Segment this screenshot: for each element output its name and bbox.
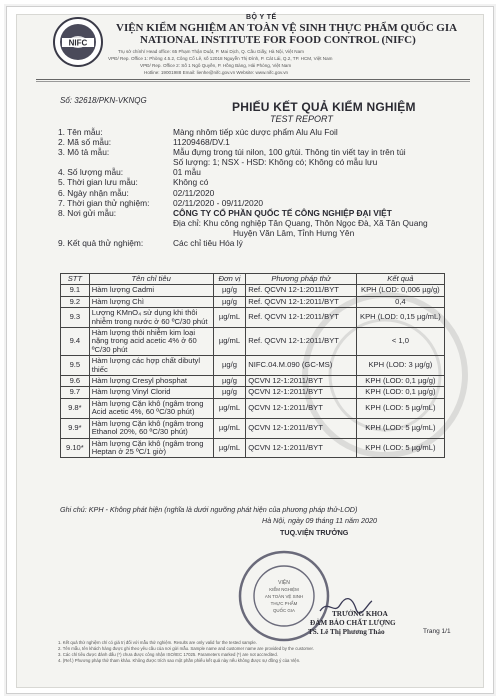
director-title: TUQ.VIỆN TRƯỞNG [280, 528, 349, 537]
cell-unit: µg/g [213, 356, 246, 376]
cell-result: KPH (LOD: 0,1 µg/g) [356, 376, 444, 387]
address-line: Trụ sở chính/ Head office: 65 Phạm Thận Duật, P. Mai Dịch, Q. Cầu Giấy, Hà Nội, Việt Nam [118, 49, 304, 54]
results-table [60, 273, 445, 458]
cell-method: Ref. QCVN 12-1:2011/BYT [246, 308, 356, 328]
svg-text:QUỐC GIA: QUỐC GIA [273, 608, 295, 613]
svg-text:KIỂM NGHIỆM: KIỂM NGHIỆM [269, 587, 299, 592]
table-row [61, 308, 445, 328]
info-row: 7. Thời gian thử nghiệm: 02/11/2020 - 09/11/2020 [58, 197, 264, 208]
note-line: 1. Kết quả thử nghiệm chỉ có giá trị đối với mẫu thử nghiệm. Results are only valid for the tested sample. [58, 640, 257, 645]
cell-unit: µg/mL [213, 398, 246, 418]
cell-stt: 9.8* [61, 398, 90, 418]
svg-text:VIỆN: VIỆN [278, 580, 290, 586]
table-header-row [61, 274, 445, 285]
cell-method: QCVN 12-1:2011/BYT [246, 418, 356, 438]
cell-stt: 9.6 [61, 376, 90, 387]
svg-text:THỰC PHẨM: THỰC PHẨM [270, 601, 298, 606]
cell-stt: 9.3 [61, 308, 90, 328]
address-line: VPĐ/ Rep. Office 1: Phòng 4.5.2, Công Cổ Lê, số 12018 Nguyễn Thị Đình, P. Cát Lái, Q.2, TP. HCM, Việt Nam [108, 56, 333, 61]
cell-method: QCVN 12-1:2011/BYT [246, 398, 356, 418]
table-row [61, 356, 445, 376]
info-row: 4. Số lượng mẫu: 01 mẫu [58, 167, 201, 178]
cell-result: KPH (LOD: 5 µg/mL) [356, 438, 444, 458]
info-row: Huyện Văn Lâm, Tỉnh Hưng Yên [233, 227, 355, 238]
cell-method: Ref. QCVN 12-1:2011/BYT [246, 328, 356, 356]
table-row [61, 328, 445, 356]
sample-info [58, 127, 458, 248]
info-row: 8. Nơi gửi mẫu: CÔNG TY CỔ PHẦN QUỐC TẾ CÔNG NGHIỆP ĐẠI VIỆT [58, 207, 392, 218]
col-header: STT [61, 274, 90, 285]
cell-method: Ref. QCVN 12-1:2011/BYT [246, 296, 356, 307]
cell-unit: µg/mL [213, 308, 246, 328]
logo-text: NIFC [68, 38, 88, 48]
header-divider [36, 79, 470, 80]
info-row: 6. Ngày nhận mẫu: 02/11/2020 [58, 187, 215, 198]
dept-head-title: TRƯỞNG KHOA [332, 610, 388, 618]
cell-unit: µg/mL [213, 328, 246, 356]
report-subtitle: TEST REPORT [270, 114, 333, 124]
table-row [61, 438, 445, 458]
cell-result: KPH (LOD: 0,15 µg/mL) [356, 308, 444, 328]
dept-name: ĐẢM BẢO CHẤT LƯỢNG [310, 619, 396, 627]
cell-parameter: Hàm lượng Cadmi [89, 285, 213, 296]
report-title: PHIẾU KẾT QUẢ KIỂM NGHIỆM [232, 100, 416, 114]
cell-parameter: Hàm lượng Vinyl Clorid [89, 387, 213, 398]
info-row: 2. Mã số mẫu: 11209468/DV.1 [58, 137, 230, 148]
page-number: Trang 1/1 [423, 628, 451, 635]
signer-name: TS. Lê Thị Phương Thảo [308, 628, 385, 636]
cell-unit: µg/g [213, 285, 246, 296]
cell-result: KPH (LOD: 3 µg/g) [356, 356, 444, 376]
table-row [61, 387, 445, 398]
info-row: 9. Kết quả thử nghiệm: Các chỉ tiêu Hóa lý [58, 238, 243, 249]
cell-unit: µg/mL [213, 418, 246, 438]
col-header: Tên chỉ tiêu [89, 274, 213, 285]
cell-parameter: Hàm lượng Cresyl phosphat [89, 376, 213, 387]
col-header: Đơn vị [213, 274, 246, 285]
institute-name-vn: VIỆN KIỂM NGHIỆM AN TOÀN VỆ SINH THỰC PHẨM QUỐC GIA [116, 22, 458, 34]
table-row [61, 376, 445, 387]
info-row: Số lượng: 1; NSX - HSD: Không có; Không có mẫu lưu [173, 157, 378, 168]
col-header: Phương pháp thử [246, 274, 356, 285]
cell-result: KPH (LOD: 0,006 µg/g) [356, 285, 444, 296]
cell-result: KPH (LOD: 5 µg/mL) [356, 418, 444, 438]
address-line: VPĐ/ Rep. Office 2: Số 1 Ngô Quyền, P. Hồng Bàng, Hải Phòng, Việt Nam [140, 63, 292, 68]
cell-stt: 9.1 [61, 285, 90, 296]
cell-method: QCVN 12-1:2011/BYT [246, 376, 356, 387]
cell-parameter: Hàm lượng Chì [89, 296, 213, 307]
table-row [61, 285, 445, 296]
date-line: Hà Nội, ngày 09 tháng 11 năm 2020 [262, 516, 377, 525]
note-line: 4. (Ref.) Phương pháp thử tham khảo. Không được trích sao một phần phiếu kết quả này nếu không được sự đồng ý của Viện. [58, 658, 301, 663]
nifc-logo [52, 16, 104, 68]
cell-parameter: Hàm lượng Cặn khô (ngâm trong Acid acetic 4%, 60 ºC/30 phút) [89, 398, 213, 418]
ministry-name: BỘ Y TẾ [246, 14, 277, 21]
cell-unit: µg/g [213, 387, 246, 398]
cell-parameter: Hàm lượng Cặn khô (ngâm trong Ethanol 20%, 60 ºC/30 phút) [89, 418, 213, 438]
cell-method: Ref. QCVN 12-1:2011/BYT [246, 285, 356, 296]
cell-stt: 9.9* [61, 418, 90, 438]
cell-parameter: Hàm lượng Cặn khô (ngâm trong Heptan ở 25 ºC/1 giờ) [89, 438, 213, 458]
cell-stt: 9.10* [61, 438, 90, 458]
cell-result: KPH (LOD: 0,1 µg/g) [356, 387, 444, 398]
cell-parameter: Hàm lượng thôi nhiễm kim loại nặng trong acid acetic 4% ở 60 ºC/30 phút [89, 328, 213, 356]
header-divider [36, 81, 470, 82]
info-row: 5. Thời gian lưu mẫu: Không có [58, 177, 209, 188]
cell-stt: 9.2 [61, 296, 90, 307]
institute-name-en: NATIONAL INSTITUTE FOR FOOD CONTROL (NIFC) [140, 34, 416, 46]
col-header: Kết quả [356, 274, 444, 285]
table-row [61, 296, 445, 307]
table-row [61, 398, 445, 418]
cell-unit: µg/g [213, 296, 246, 307]
document-number: Số: 32618/PKN-VKNQG [60, 96, 147, 105]
cell-unit: µg/g [213, 376, 246, 387]
footnote: Ghi chú: KPH - Không phát hiện (nghĩa là dưới ngưỡng phát hiện của phương pháp thử-LOD) [60, 505, 358, 514]
table-row [61, 418, 445, 438]
cell-stt: 9.7 [61, 387, 90, 398]
info-row: Địa chỉ: Khu công nghiệp Tân Quang, Thôn Ngọc Đà, Xã Tân Quang [173, 217, 428, 228]
cell-parameter: Lượng KMnO₄ sử dụng khi thôi nhiễm trong nước ở 60 ºC/30 phút [89, 308, 213, 328]
cell-method: QCVN 12-1:2011/BYT [246, 387, 356, 398]
cell-method: NIFC.04.M.090 (GC-MS) [246, 356, 356, 376]
cell-result: 0,4 [356, 296, 444, 307]
cell-stt: 9.5 [61, 356, 90, 376]
cell-result: KPH (LOD: 5 µg/mL) [356, 398, 444, 418]
address-line: Hotline: 19001988 Email: lienhe@nifc.gov.vn Website: www.nifc.gov.vn [144, 70, 289, 75]
cell-unit: µg/mL [213, 438, 246, 458]
info-row: 1. Tên mẫu: Màng nhôm tiếp xúc dược phẩm Alu Alu Foil [58, 127, 338, 137]
note-line: 2. Tên mẫu, tên khách hàng được ghi theo yêu cầu của nơi gửi mẫu. Sample name and customer name are provided by the customer. [58, 646, 314, 651]
cell-result: < 1,0 [356, 328, 444, 356]
note-line: 3. Các chỉ tiêu được đánh dấu (*) chưa được công nhận ISO/IEC 17025. Parameters marked (*) are not accredited. [58, 652, 278, 657]
svg-text:AN TOÀN VỆ SINH: AN TOÀN VỆ SINH [264, 594, 304, 599]
cell-method: QCVN 12-1:2011/BYT [246, 438, 356, 458]
cell-stt: 9.4 [61, 328, 90, 356]
cell-parameter: Hàm lượng các hợp chất dibutyl thiếc [89, 356, 213, 376]
info-row: 3. Mô tả mẫu: Mẫu đựng trong túi nilon, 100 g/túi. Thông tin viết tay in trên túi [58, 147, 406, 158]
